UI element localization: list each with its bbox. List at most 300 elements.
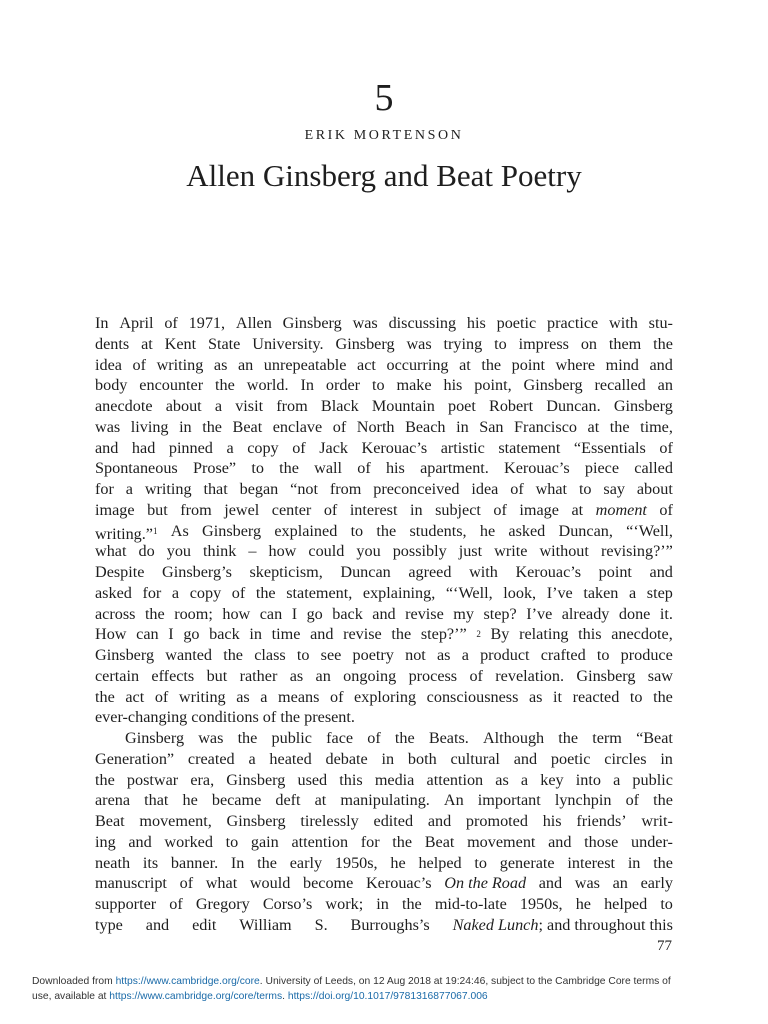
word: he xyxy=(390,853,406,872)
text-line xyxy=(95,790,673,811)
word: center xyxy=(271,500,312,519)
word: poet xyxy=(447,397,476,415)
word: Ginsberg xyxy=(523,376,583,395)
word: Generation” xyxy=(95,749,175,768)
word: step? xyxy=(483,604,517,623)
word: of xyxy=(357,459,371,478)
word: it xyxy=(553,687,563,706)
word: Kerouac’s xyxy=(515,563,582,581)
doi-link[interactable]: https://doi.org/10.1017/9781316877067.006 xyxy=(287,991,488,1002)
word: of xyxy=(367,729,381,747)
word: an xyxy=(657,376,673,395)
word: a xyxy=(613,770,621,789)
text-segment: of xyxy=(659,500,673,519)
word: supporter xyxy=(95,895,157,913)
word: look, xyxy=(503,583,537,602)
word: stu- xyxy=(648,314,673,332)
word: and xyxy=(427,812,452,830)
word: to xyxy=(629,687,643,706)
word: means xyxy=(278,687,320,706)
word: without xyxy=(539,542,589,561)
word: say xyxy=(603,480,625,498)
word: across xyxy=(95,604,136,623)
word: became xyxy=(211,791,262,810)
word: in xyxy=(179,417,192,436)
word: as xyxy=(213,355,228,374)
word: image xyxy=(519,500,559,519)
word: idea xyxy=(471,480,499,498)
word: piece xyxy=(584,459,620,478)
word: as xyxy=(437,646,451,664)
word: As xyxy=(170,521,189,540)
word: in xyxy=(381,749,395,768)
emphasis-naked-lunch: Naked Lunch xyxy=(452,915,539,934)
word: Kerouac’s xyxy=(365,874,432,893)
word: created xyxy=(187,749,235,768)
word: act xyxy=(125,687,145,706)
word: consciousness xyxy=(426,687,519,706)
word: University. xyxy=(252,334,324,353)
word: enclave xyxy=(272,417,323,436)
word: term xyxy=(592,729,622,747)
word: was xyxy=(352,314,378,332)
word: era, xyxy=(190,770,215,789)
word: at xyxy=(459,355,471,374)
body-text xyxy=(95,313,673,936)
word: movement xyxy=(467,832,536,851)
word: In xyxy=(300,376,314,395)
word: trying xyxy=(443,334,483,353)
word: occurring xyxy=(386,355,449,374)
word: produce xyxy=(620,646,673,664)
word: and xyxy=(548,832,572,851)
word: Prose” xyxy=(192,459,237,478)
word: movement, xyxy=(139,812,212,830)
word: already xyxy=(561,604,610,623)
text-line xyxy=(95,749,673,770)
word: a xyxy=(629,583,637,602)
text-line xyxy=(95,355,673,376)
word: circles xyxy=(604,749,647,768)
word: An xyxy=(443,791,464,810)
word: at xyxy=(571,500,584,519)
word: go xyxy=(306,604,323,623)
word: Ginsberg xyxy=(202,521,262,540)
word: visit xyxy=(235,397,264,415)
word: was xyxy=(406,334,432,353)
word: and xyxy=(95,438,119,457)
word: to xyxy=(350,521,364,540)
text-line xyxy=(95,521,673,542)
word: skepticism, xyxy=(249,563,323,581)
word: point, xyxy=(474,376,512,395)
word: media xyxy=(374,770,415,789)
terms-link[interactable]: https://www.cambridge.org/core/terms xyxy=(109,991,283,1002)
word: effects xyxy=(151,666,195,685)
text-segment: ; and throughout this xyxy=(538,915,673,934)
word: certain xyxy=(95,666,140,685)
word: you xyxy=(356,542,381,561)
word: wanted xyxy=(165,646,213,664)
chapter-number: 5 xyxy=(374,77,394,119)
word: encounter xyxy=(139,376,204,395)
text-line xyxy=(95,334,673,355)
text-line xyxy=(95,666,673,687)
word: to xyxy=(371,376,385,395)
word: those xyxy=(584,832,619,851)
text-line xyxy=(95,811,673,832)
word: rather xyxy=(239,666,278,685)
word: tirelessly xyxy=(300,812,359,830)
word: act xyxy=(357,355,376,374)
word: room; xyxy=(174,604,213,623)
word: Beat xyxy=(424,832,455,851)
word: the xyxy=(215,376,235,395)
word: and xyxy=(513,749,538,768)
word: the xyxy=(376,521,397,540)
word: this xyxy=(339,770,363,789)
word: it. xyxy=(659,604,673,623)
word: apartment. xyxy=(420,459,489,478)
word: of xyxy=(510,480,524,498)
word: go xyxy=(183,625,200,644)
word: How xyxy=(95,625,127,644)
word: I’ve xyxy=(526,604,553,623)
word: asked xyxy=(508,521,546,540)
word: “not xyxy=(290,480,319,498)
word: for xyxy=(95,480,114,498)
word: of xyxy=(493,500,507,519)
word: from xyxy=(180,500,212,519)
word: his xyxy=(466,314,486,332)
word: but xyxy=(147,500,168,519)
word: from xyxy=(276,397,308,415)
word: North xyxy=(356,417,395,436)
word: cultural xyxy=(450,749,500,768)
word: for xyxy=(142,583,162,602)
word: the xyxy=(95,687,115,706)
word: the xyxy=(144,604,165,623)
word: Beat xyxy=(232,417,263,436)
text-line xyxy=(95,687,673,708)
word: done xyxy=(618,604,651,623)
word: of xyxy=(329,687,344,706)
word: at xyxy=(314,791,327,810)
download-footer xyxy=(32,974,742,1004)
word: State xyxy=(208,334,241,353)
word: unrepeatable xyxy=(263,355,347,374)
word: he xyxy=(479,521,496,540)
word: can xyxy=(259,604,283,623)
word: in xyxy=(627,853,641,872)
word: statement, xyxy=(286,583,353,602)
footnote-ref-1: 1 xyxy=(153,525,158,536)
footer-text: . University of Leeds, on 12 Aug 2018 at 19:24:46, subject to the Cambridge Core terms of xyxy=(259,976,671,987)
word: the xyxy=(653,791,673,810)
word: In xyxy=(230,853,245,872)
word: about xyxy=(165,397,202,415)
word: how xyxy=(268,542,297,561)
word: Ginsberg xyxy=(125,729,185,747)
text-line xyxy=(95,853,673,874)
text-line xyxy=(95,707,673,728)
word: face xyxy=(326,729,354,747)
word: what xyxy=(535,480,568,498)
word: Ginsberg xyxy=(226,812,286,830)
chapter-author: ERIK MORTENSON xyxy=(304,128,464,143)
word: a xyxy=(260,687,268,706)
text-line xyxy=(95,458,673,479)
word: “Essentials xyxy=(573,438,646,457)
text-segment: ever-changing conditions of the present. xyxy=(95,708,355,727)
word: statement xyxy=(498,438,561,457)
word: as xyxy=(495,770,509,789)
word: point xyxy=(511,355,545,374)
word: preconceived xyxy=(373,480,460,498)
word: gain xyxy=(250,832,279,851)
word: discussing xyxy=(388,314,457,332)
word: was xyxy=(574,874,600,893)
word: type xyxy=(95,915,123,934)
footer-text: use, available at xyxy=(32,991,110,1002)
word: on xyxy=(580,334,598,353)
word: back xyxy=(332,604,363,623)
text-line xyxy=(95,583,673,604)
word: of xyxy=(164,314,178,332)
word: debate xyxy=(325,749,368,768)
word: his xyxy=(542,812,562,830)
text-line xyxy=(95,396,673,417)
footer-text: Downloaded from xyxy=(32,976,116,987)
word: think xyxy=(203,542,237,561)
word: and xyxy=(145,915,170,934)
word: an xyxy=(612,874,628,893)
word: as xyxy=(528,687,543,706)
word: step?’” xyxy=(420,625,467,644)
word: you xyxy=(166,542,191,561)
word: taken xyxy=(583,583,619,602)
word: would xyxy=(249,874,291,893)
word: a xyxy=(461,646,469,664)
word: the xyxy=(257,853,277,872)
word: for xyxy=(360,832,380,851)
word: that xyxy=(144,791,169,810)
word: saw xyxy=(647,666,673,685)
word: In xyxy=(95,314,109,332)
word: with xyxy=(609,314,638,332)
word: time xyxy=(271,625,301,644)
word: my xyxy=(453,604,474,623)
word: to xyxy=(578,480,592,498)
emphasis-on-the-road: On the Road xyxy=(444,874,527,893)
word: the xyxy=(237,729,258,747)
word: Kerouac’s xyxy=(361,438,428,457)
word: of xyxy=(323,500,338,519)
word: 1950s, xyxy=(334,853,378,872)
word: at xyxy=(587,417,600,436)
word: anecdote xyxy=(95,397,153,415)
word: reacted xyxy=(572,687,620,706)
word: agreed xyxy=(408,563,452,581)
word: ongoing xyxy=(343,666,397,685)
word: image xyxy=(95,500,135,519)
word: do xyxy=(138,542,155,561)
word: but xyxy=(206,666,228,685)
word: had xyxy=(131,438,156,457)
word: practice xyxy=(547,314,599,332)
word: make xyxy=(396,376,432,395)
word: and xyxy=(649,563,673,581)
word: Ginsberg xyxy=(576,666,636,685)
chapter-title: Allen Ginsberg and Beat Poetry xyxy=(186,158,582,193)
word: poetic xyxy=(550,749,591,768)
word: Black xyxy=(320,397,359,415)
word: began xyxy=(239,480,279,498)
text-line xyxy=(95,873,673,894)
word: manuscript xyxy=(95,874,167,893)
word: to xyxy=(296,646,310,664)
word: revelation. xyxy=(495,666,565,685)
word: writ- xyxy=(641,812,673,830)
word: edit xyxy=(192,915,217,934)
word: Beach xyxy=(405,417,446,436)
word: manipulating. xyxy=(340,791,430,810)
word: revise xyxy=(405,604,444,623)
word: Gregory xyxy=(195,895,250,913)
word: where xyxy=(555,355,596,374)
word: subject xyxy=(435,500,481,519)
word: “Beat xyxy=(636,729,673,747)
word: of xyxy=(154,687,169,706)
word: worked xyxy=(164,832,213,851)
word: Despite xyxy=(95,563,145,581)
word: the xyxy=(202,417,222,436)
word: interest xyxy=(349,500,398,519)
word: Duncan. xyxy=(546,397,601,415)
word: in xyxy=(409,500,423,519)
word: heated xyxy=(269,749,312,768)
word: Burroughs’s xyxy=(350,915,430,934)
word: key xyxy=(540,770,564,789)
text-line xyxy=(95,770,673,791)
word: as xyxy=(236,687,250,706)
text-line xyxy=(95,604,673,625)
word: of xyxy=(169,895,183,913)
text-line xyxy=(95,417,673,438)
word: in xyxy=(249,625,262,644)
word: explained xyxy=(274,521,338,540)
word: in xyxy=(660,749,673,768)
word: into xyxy=(575,770,601,789)
word: in xyxy=(456,417,469,436)
word: Corso’s xyxy=(262,895,313,913)
word: “‘Well, xyxy=(445,583,493,602)
word: writing xyxy=(156,355,204,374)
word: I xyxy=(168,625,174,644)
word: both xyxy=(407,749,437,768)
word: could xyxy=(308,542,345,561)
word: attention xyxy=(291,832,349,851)
word: and xyxy=(649,355,673,374)
text-line xyxy=(95,832,673,853)
word: Ginsberg xyxy=(282,314,342,332)
word: write xyxy=(494,542,528,561)
word: of xyxy=(132,355,147,374)
word: Kent xyxy=(164,334,197,353)
word: April xyxy=(119,314,154,332)
word: dents xyxy=(95,334,130,353)
word: recalled xyxy=(594,376,646,395)
word: friends’ xyxy=(576,812,627,830)
word: Francisco xyxy=(514,417,577,436)
word: of xyxy=(179,874,194,893)
word: the xyxy=(653,853,673,872)
word: possibly xyxy=(392,542,447,561)
word: Robert xyxy=(489,397,534,415)
word: postwar xyxy=(126,770,179,789)
word: ing xyxy=(95,832,116,851)
word: its xyxy=(142,853,159,872)
text-line xyxy=(95,500,673,521)
footer-text: . xyxy=(282,991,288,1002)
word: in xyxy=(376,895,389,913)
word: Beat xyxy=(95,812,125,830)
word: Duncan, xyxy=(558,521,613,540)
word: I xyxy=(291,604,298,623)
word: pinned xyxy=(168,438,213,457)
word: wall xyxy=(314,459,343,478)
word: was xyxy=(95,417,121,436)
word: the xyxy=(255,583,276,602)
word: process xyxy=(408,666,458,685)
word: attention xyxy=(426,770,484,789)
word: an xyxy=(237,355,254,374)
word: poetry xyxy=(352,646,394,664)
text-line xyxy=(95,624,673,645)
word: the xyxy=(609,417,630,436)
word: the xyxy=(391,625,412,644)
word: work; xyxy=(325,895,364,913)
word: jewel xyxy=(224,500,260,519)
word: William xyxy=(239,915,292,934)
word: become xyxy=(302,874,354,893)
footnote-ref-2: 2 xyxy=(476,629,481,640)
cambridge-core-link[interactable]: https://www.cambridge.org/core xyxy=(115,976,260,987)
word: to xyxy=(474,853,487,872)
word: the xyxy=(279,459,299,478)
word: important xyxy=(477,791,541,810)
word: asked xyxy=(95,583,132,602)
word: to xyxy=(660,895,673,913)
word: writing xyxy=(144,480,192,498)
word: 1971, xyxy=(188,314,226,332)
word: the xyxy=(95,770,115,789)
word: mind xyxy=(605,355,639,374)
word: just xyxy=(458,542,483,561)
word: Ginsberg’s xyxy=(162,563,232,581)
text-line xyxy=(95,915,673,936)
word: to xyxy=(251,459,264,478)
word: a xyxy=(214,397,223,415)
word: about xyxy=(636,480,673,498)
word: early xyxy=(640,874,673,893)
text-line xyxy=(95,562,673,583)
word: called xyxy=(634,459,673,478)
word: body xyxy=(95,376,128,395)
word: lynchpin xyxy=(554,791,612,810)
text-line xyxy=(95,479,673,500)
word: a xyxy=(248,749,256,768)
